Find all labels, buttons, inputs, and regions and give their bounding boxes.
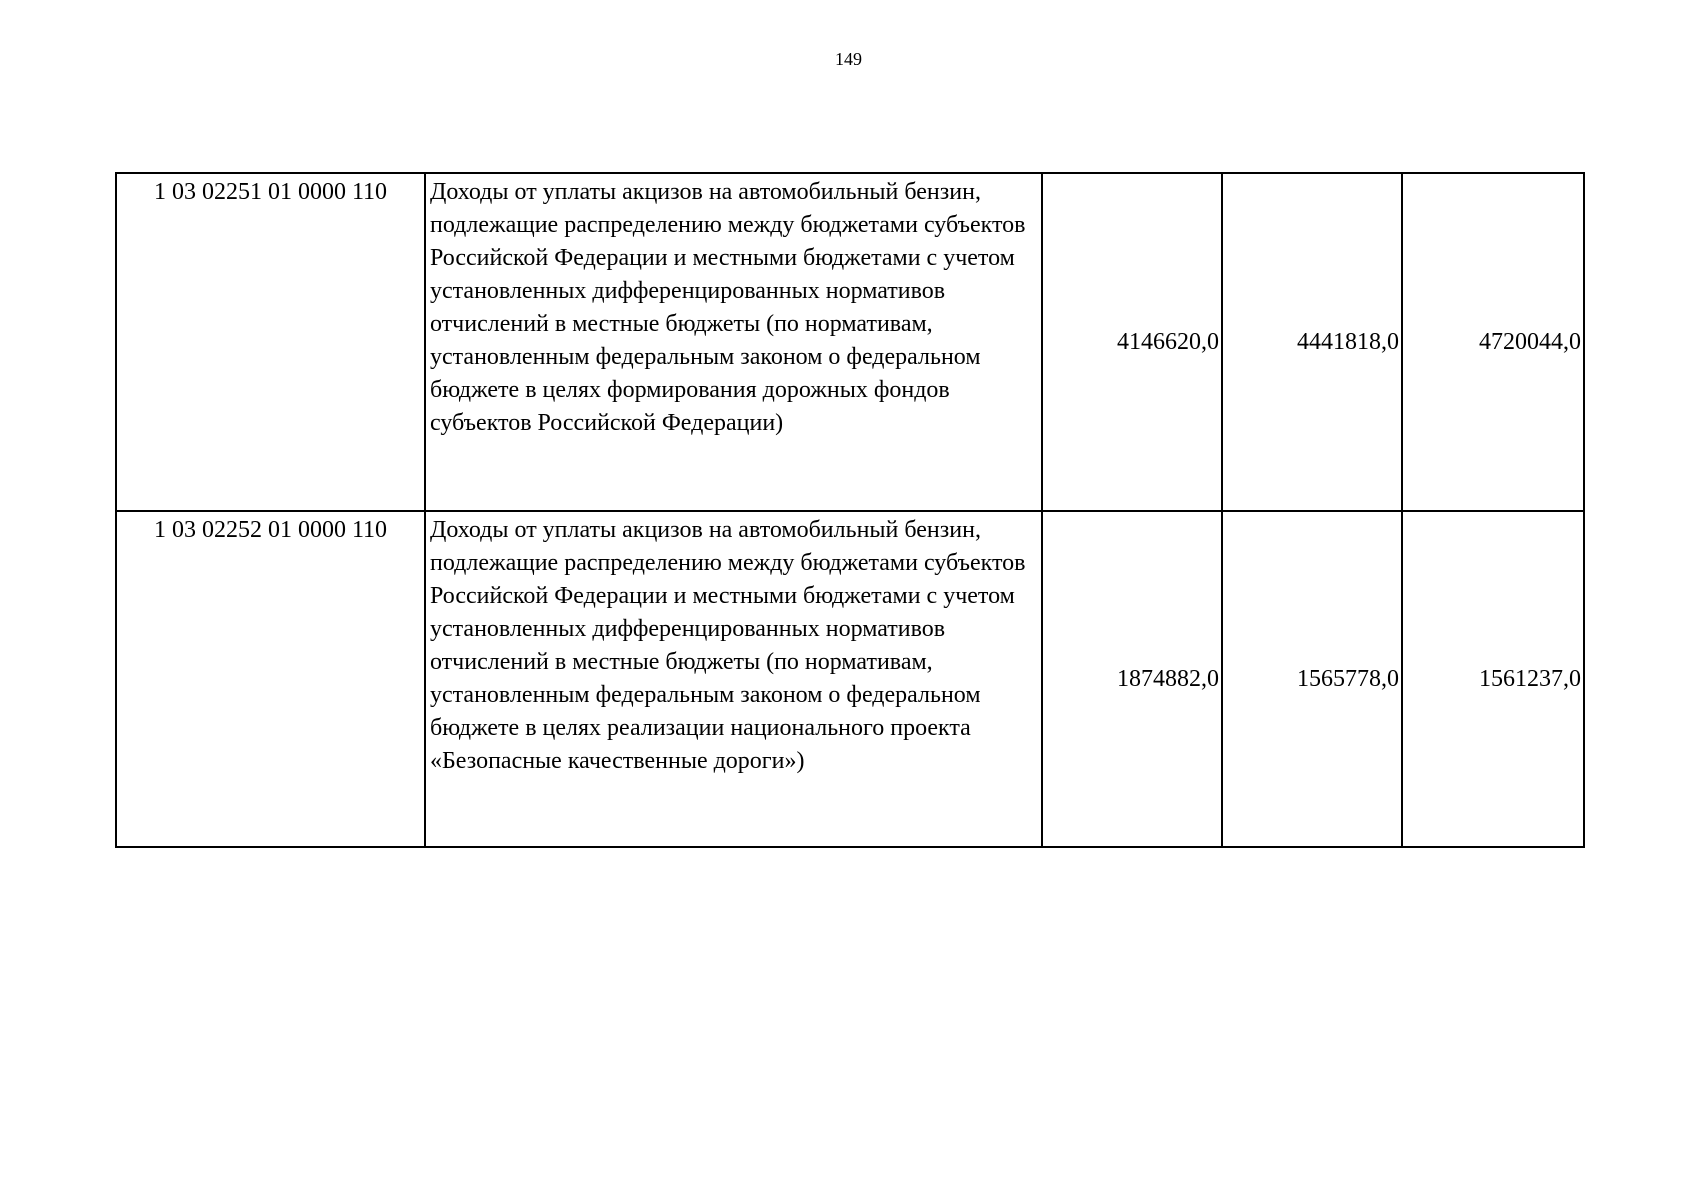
value-year-3-cell: 4720044,0 [1402, 173, 1584, 511]
description-cell: Доходы от уплаты акцизов на автомобильный бензин, подлежащие распределению между бюджетами субъектов Российской Федерации и местными бюджетами с учетом установленных дифференцированных нормативов отчислений в местные бюджеты (по нормативам, установленным федеральным законом о федеральном бюджете в целях формирования дорожных фондов субъектов Российской Федерации) [425, 173, 1042, 511]
value-year-3-cell: 1561237,0 [1402, 511, 1584, 847]
table-row [116, 173, 1584, 511]
budget-code-cell: 1 03 02252 01 0000 110 [116, 511, 425, 847]
budget-revenue-table [115, 172, 1585, 848]
table-row [116, 511, 1584, 847]
value-year-1-cell: 1874882,0 [1042, 511, 1222, 847]
description-cell: Доходы от уплаты акцизов на автомобильный бензин, подлежащие распределению между бюджетами субъектов Российской Федерации и местными бюджетами с учетом установленных дифференцированных нормативов отчислений в местные бюджеты (по нормативам, установленным федеральным законом о федеральном бюджете в целях реализации национального проекта «Безопасные качественные дороги») [425, 511, 1042, 847]
value-year-1-cell: 4146620,0 [1042, 173, 1222, 511]
value-year-2-cell: 4441818,0 [1222, 173, 1402, 511]
value-year-2-cell: 1565778,0 [1222, 511, 1402, 847]
page-number: 149 [835, 49, 862, 69]
budget-code-cell: 1 03 02251 01 0000 110 [116, 173, 425, 511]
